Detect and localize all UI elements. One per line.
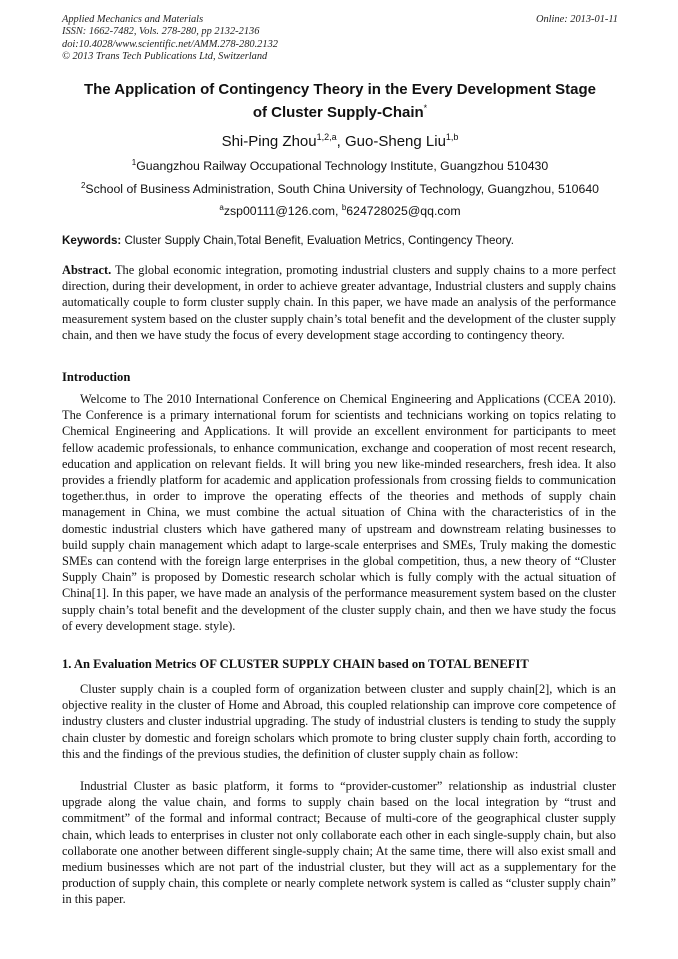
section-1-paragraph-2: Industrial Cluster as basic platform, it forms to “provider-customer” relationship as industrial cluster upgrade along the value chain, and forms to supply chain based on the local integration by “trust and commitment” of the formal and informal contract; Because of multi-core of the geographical cluster supply chain, which leads to enterprises in cluster not only collaborate each other in each single-supply chain, but also collaborate one another between different single-supply chain; At the same time, there will also exist small and medium businesses which are not part of the industrial cluster, but they will act as a supplementary for the production of supply chain, this complete or nearly complete network system is called as “cluster supply chain” in this paper.: [62, 779, 616, 907]
title-line-2: of Cluster Supply-Chain: [252, 104, 424, 121]
affiliation-1-text: Guangzhou Railway Occupational Technology Institute, Guangzhou 510430: [136, 159, 549, 174]
keywords-label: Keywords:: [62, 234, 122, 247]
section-1-paragraph-1: Cluster supply chain is a coupled form of organization between cluster and supply chain[2], which is an objective reality in the cluster of Home and Abroad, this coupled relationship can improve core competence of industry clusters and cluster industrial upgrading. The study of industrial clusters is tending to study the supply chain cluster by domestic and foreign scholars which promote to bring cluster supply chain forth, according to this and the findings of the previous studies, the definition of cluster supply chain as follow:: [62, 682, 616, 761]
section-1-heading: 1. An Evaluation Metrics OF CLUSTER SUPPLY CHAIN based on TOTAL BENEFIT: [62, 657, 529, 671]
keywords-text: Cluster Supply Chain,Total Benefit, Evaluation Metrics, Contingency Theory.: [121, 234, 514, 247]
email-a-mark: a: [219, 203, 224, 212]
online-date: Online: 2013-01-11: [535, 14, 618, 25]
author-separator: ,: [336, 133, 345, 150]
abstract-text: The global economic integration, promoting industrial clusters and supply chains to a more perfect direction, during their development, in order to achieve greater advantage, Industrial clusters and supply chains automatically couple to form cluster supply chain. In this paper, we have made an analysis of the performance measurement system based on the cluster supply chain’s total benefit and the development of the cluster supply chain, and then we have study the focus of every development stage according to contingency theory.: [62, 263, 616, 342]
email-a[interactable]: zsp00111@126.com,: [223, 204, 342, 219]
section-1-body-2: [62, 778, 616, 908]
introduction-heading: Introduction: [62, 370, 131, 384]
title-line-1: The Application of Contingency Theory in the Every Development Stage: [83, 81, 597, 98]
introduction-body: [62, 391, 616, 634]
affiliation-2-mark: 2: [80, 181, 86, 190]
keywords: [62, 234, 622, 248]
affiliation-1: [20, 155, 660, 174]
author-1-affiliation: 1,2,a: [316, 132, 337, 142]
author-list: [40, 128, 640, 151]
copyright-line: © 2013 Trans Tech Publications Ltd, Switzerland: [62, 50, 268, 62]
abstract: [62, 262, 616, 343]
title-footnote-mark: *: [423, 103, 428, 113]
issn-line: ISSN: 1662-7482, Vols. 278-280, pp 2132-2136: [62, 26, 260, 38]
abstract-label: Abstract.: [62, 263, 112, 277]
doi-line: doi:10.4028/www.scientific.net/AMM.278-280.2132: [62, 38, 278, 50]
author-2-affiliation: 1,b: [445, 132, 459, 142]
affiliation-2-text: School of Business Administration, South China University of Technology, Guangzhou, 510640: [85, 182, 600, 197]
introduction-paragraph: Welcome to The 2010 International Conference on Chemical Engineering and Applications (CCEA 2010). The Conference is a primary international forum for scientists and technicians working on topics relating to Chemical Engineering and Applications. It will provide an excellent environment for participants to meet fellow academic professionals, to enhance communication, exchange and cooperation of most recent research, education and application on relevant fields. It will bring you new like-minded researchers, fresh idea. It also provides a friendly platform for academic and application professionals from crossing fields to communication together.thus, in order to improve the operating effects of the theories and methods of supply chain management in China, we must combine the actual situation of China with the characteristics of in the domestic industrial clusters which have gathered many of upstream and downstream relating businesses to build supply chain management which adapt to large-scale enterprises and SMEs, Truly making the domestic SMEs can contend with the foreign large enterprises in the global competition, thus, a new theory of “Cluster Supply Chain” is proposed by Domestic research scholar which is fully comply with the actual situation of China[1]. In this paper, we have made an analysis of the performance measurement system based on the cluster supply chain’s total benefit and the development of the cluster supply chain, and then we have study the focus of every development stage. style).: [62, 392, 616, 633]
paper-title: [52, 80, 628, 122]
author-emails: [20, 200, 660, 219]
journal-header: [62, 14, 618, 63]
author-1: Shi-Ping Zhou: [221, 133, 317, 150]
email-b-mark: b: [341, 203, 347, 212]
author-2: Guo-Sheng Liu: [345, 133, 446, 150]
section-1-body-1: [62, 681, 616, 762]
email-b[interactable]: 624728025@qq.com: [346, 204, 461, 219]
journal-name: Applied Mechanics and Materials: [62, 14, 204, 25]
affiliation-1-mark: 1: [131, 158, 137, 167]
affiliation-2: [20, 178, 660, 197]
